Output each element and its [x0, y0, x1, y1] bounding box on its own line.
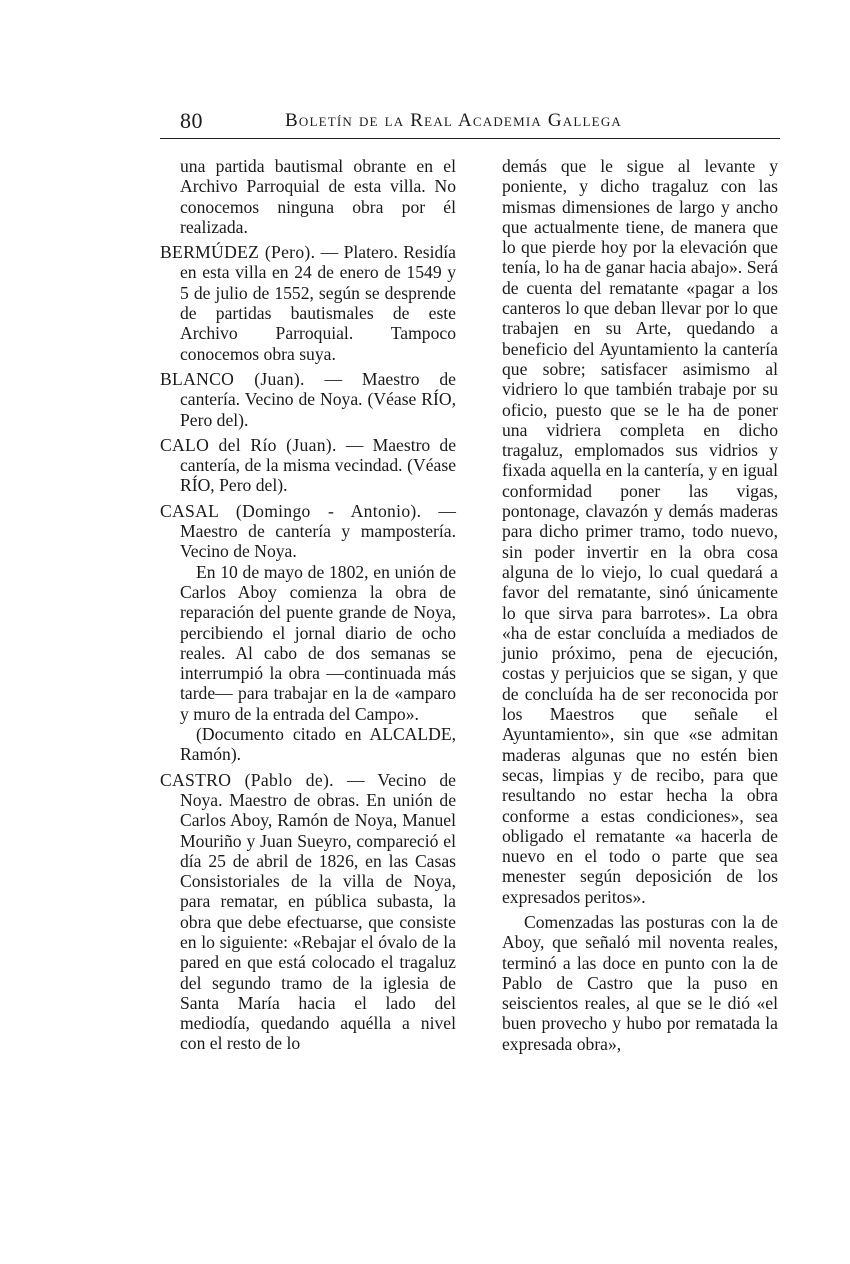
right-paragraph-2: Comenzadas las posturas con la de Aboy, que señaló mil noventa reales, terminó a las doce en punto con la de Pablo de Castro que la puso en seiscientos reales, al que se le dió «el buen provecho y hubo por rematada la expresada obra»,	[502, 911, 778, 1054]
page-header	[160, 104, 780, 134]
entry-text: — Maestro de cantería, de la misma vecindad. (Véase RÍO, Pero del).	[180, 434, 456, 496]
entry-casal-citation: (Documento citado en ALCALDE, Ramón).	[180, 724, 456, 765]
header-rule	[160, 138, 780, 139]
entry-name: BLANCO (Juan).	[160, 368, 305, 389]
right-column	[502, 156, 778, 1059]
entry-casal	[160, 501, 456, 562]
entry-name: CASTRO (Pablo de).	[160, 769, 334, 790]
right-paragraph-1: demás que le sigue al levante y poniente, y dicho tragaluz con las mismas dimensiones de largo y ancho que actualmente tiene, de manera que lo que pierde hoy por la elevación que tenía, lo ha de ganar hacia abajo». Será de cuenta del rematante «pagar a los canteros lo que deban llevar por lo que trabajen en su Arte, quedando a beneficio del Ayuntamiento la cantería que sobre; satisfacer asimismo al vidriero lo que también trabaje por su oficio, puesto que se le ha de poner una vidriera completa en dicho tragaluz, emplomados sus vidrios y fixada aquella en la cantería, y en igual conformidad poner las vigas, pontonage, clavazón y demás maderas para dicho primer tramo, todo nuevo, sin poder invertir en la obra cosa alguna de lo viejo, lo cual quedará a favor del rematante, sinó únicamente lo que sirva para barrotes». La obra «ha de estar concluída a mediados de junio próximo, pena de ejecución, costas y perjuicios que se sigan, y que de concluída ha de ser reconocida por los Maestros que señale el Ayuntamiento», sin que «se admitan maderas algunas que no estén bien secas, limpias y de recibo, para que resultando no estar hecha la obra conforme a estas condiciones», sea obligado el rematante «a hacerla de nuevo en el todo o parte que sea menester según deposición de los expresados peritos».	[502, 156, 778, 907]
entry-name: BERMÚDEZ (Pero).	[160, 242, 316, 263]
entry-calo	[160, 435, 456, 496]
entry-name: CALO del Río (Juan).	[160, 434, 337, 455]
entry-castro	[160, 770, 456, 1054]
running-title: Boletín de la Real Academia Gallega	[285, 110, 622, 131]
entry-name: CASAL (Domingo - Antonio).	[160, 500, 422, 521]
entry-text: — Maestro de cantería. Vecino de Noya. (Véase RÍO, Pero del).	[180, 368, 456, 430]
entry-bermudez	[160, 242, 456, 364]
entry-text: — Maestro de cantería y mampostería. Vecino de Noya.	[180, 500, 456, 562]
entry-blanco	[160, 369, 456, 430]
page-number: 80	[180, 108, 203, 133]
left-column	[160, 156, 456, 1059]
entry-text: — Vecino de Noya. Maestro de obras. En unión de Carlos Aboy, Ramón de Noya, Manuel Mouriño y Juan Sueyro, compareció el día 25 de abril de 1826, en las Casas Consistoriales de la villa de Noya, para rematar, en pública subasta, la obra que debe efectuarse, que consiste en lo siguiente: «Rebajar el óvalo de la pared en que está colocado el tragaluz del segundo tramo de la iglesia de Santa María hacia el lado del mediodía, quedando aquélla a nivel con el resto de lo	[180, 769, 456, 1054]
entry-text: — Platero. Residía en esta villa en 24 de enero de 1549 y 5 de julio de 1552, según se desprende de partidas bautismales de este Archivo Parroquial. Tampoco conocemos obra suya.	[180, 242, 456, 364]
intro-paragraph: una partida bautismal obrante en el Archivo Parroquial de esta villa. No conocemos ninguna obra por él realizada.	[180, 156, 456, 237]
entry-casal-paragraph-2: En 10 de mayo de 1802, en unión de Carlos Aboy comienza la obra de reparación del puente grande de Noya, percibiendo el jornal diario de ocho reales. Al cabo de dos semanas se interrumpió la obra —continuada más tarde— para trabajar en la de «amparo y muro de la entrada del Campo».	[180, 561, 456, 724]
